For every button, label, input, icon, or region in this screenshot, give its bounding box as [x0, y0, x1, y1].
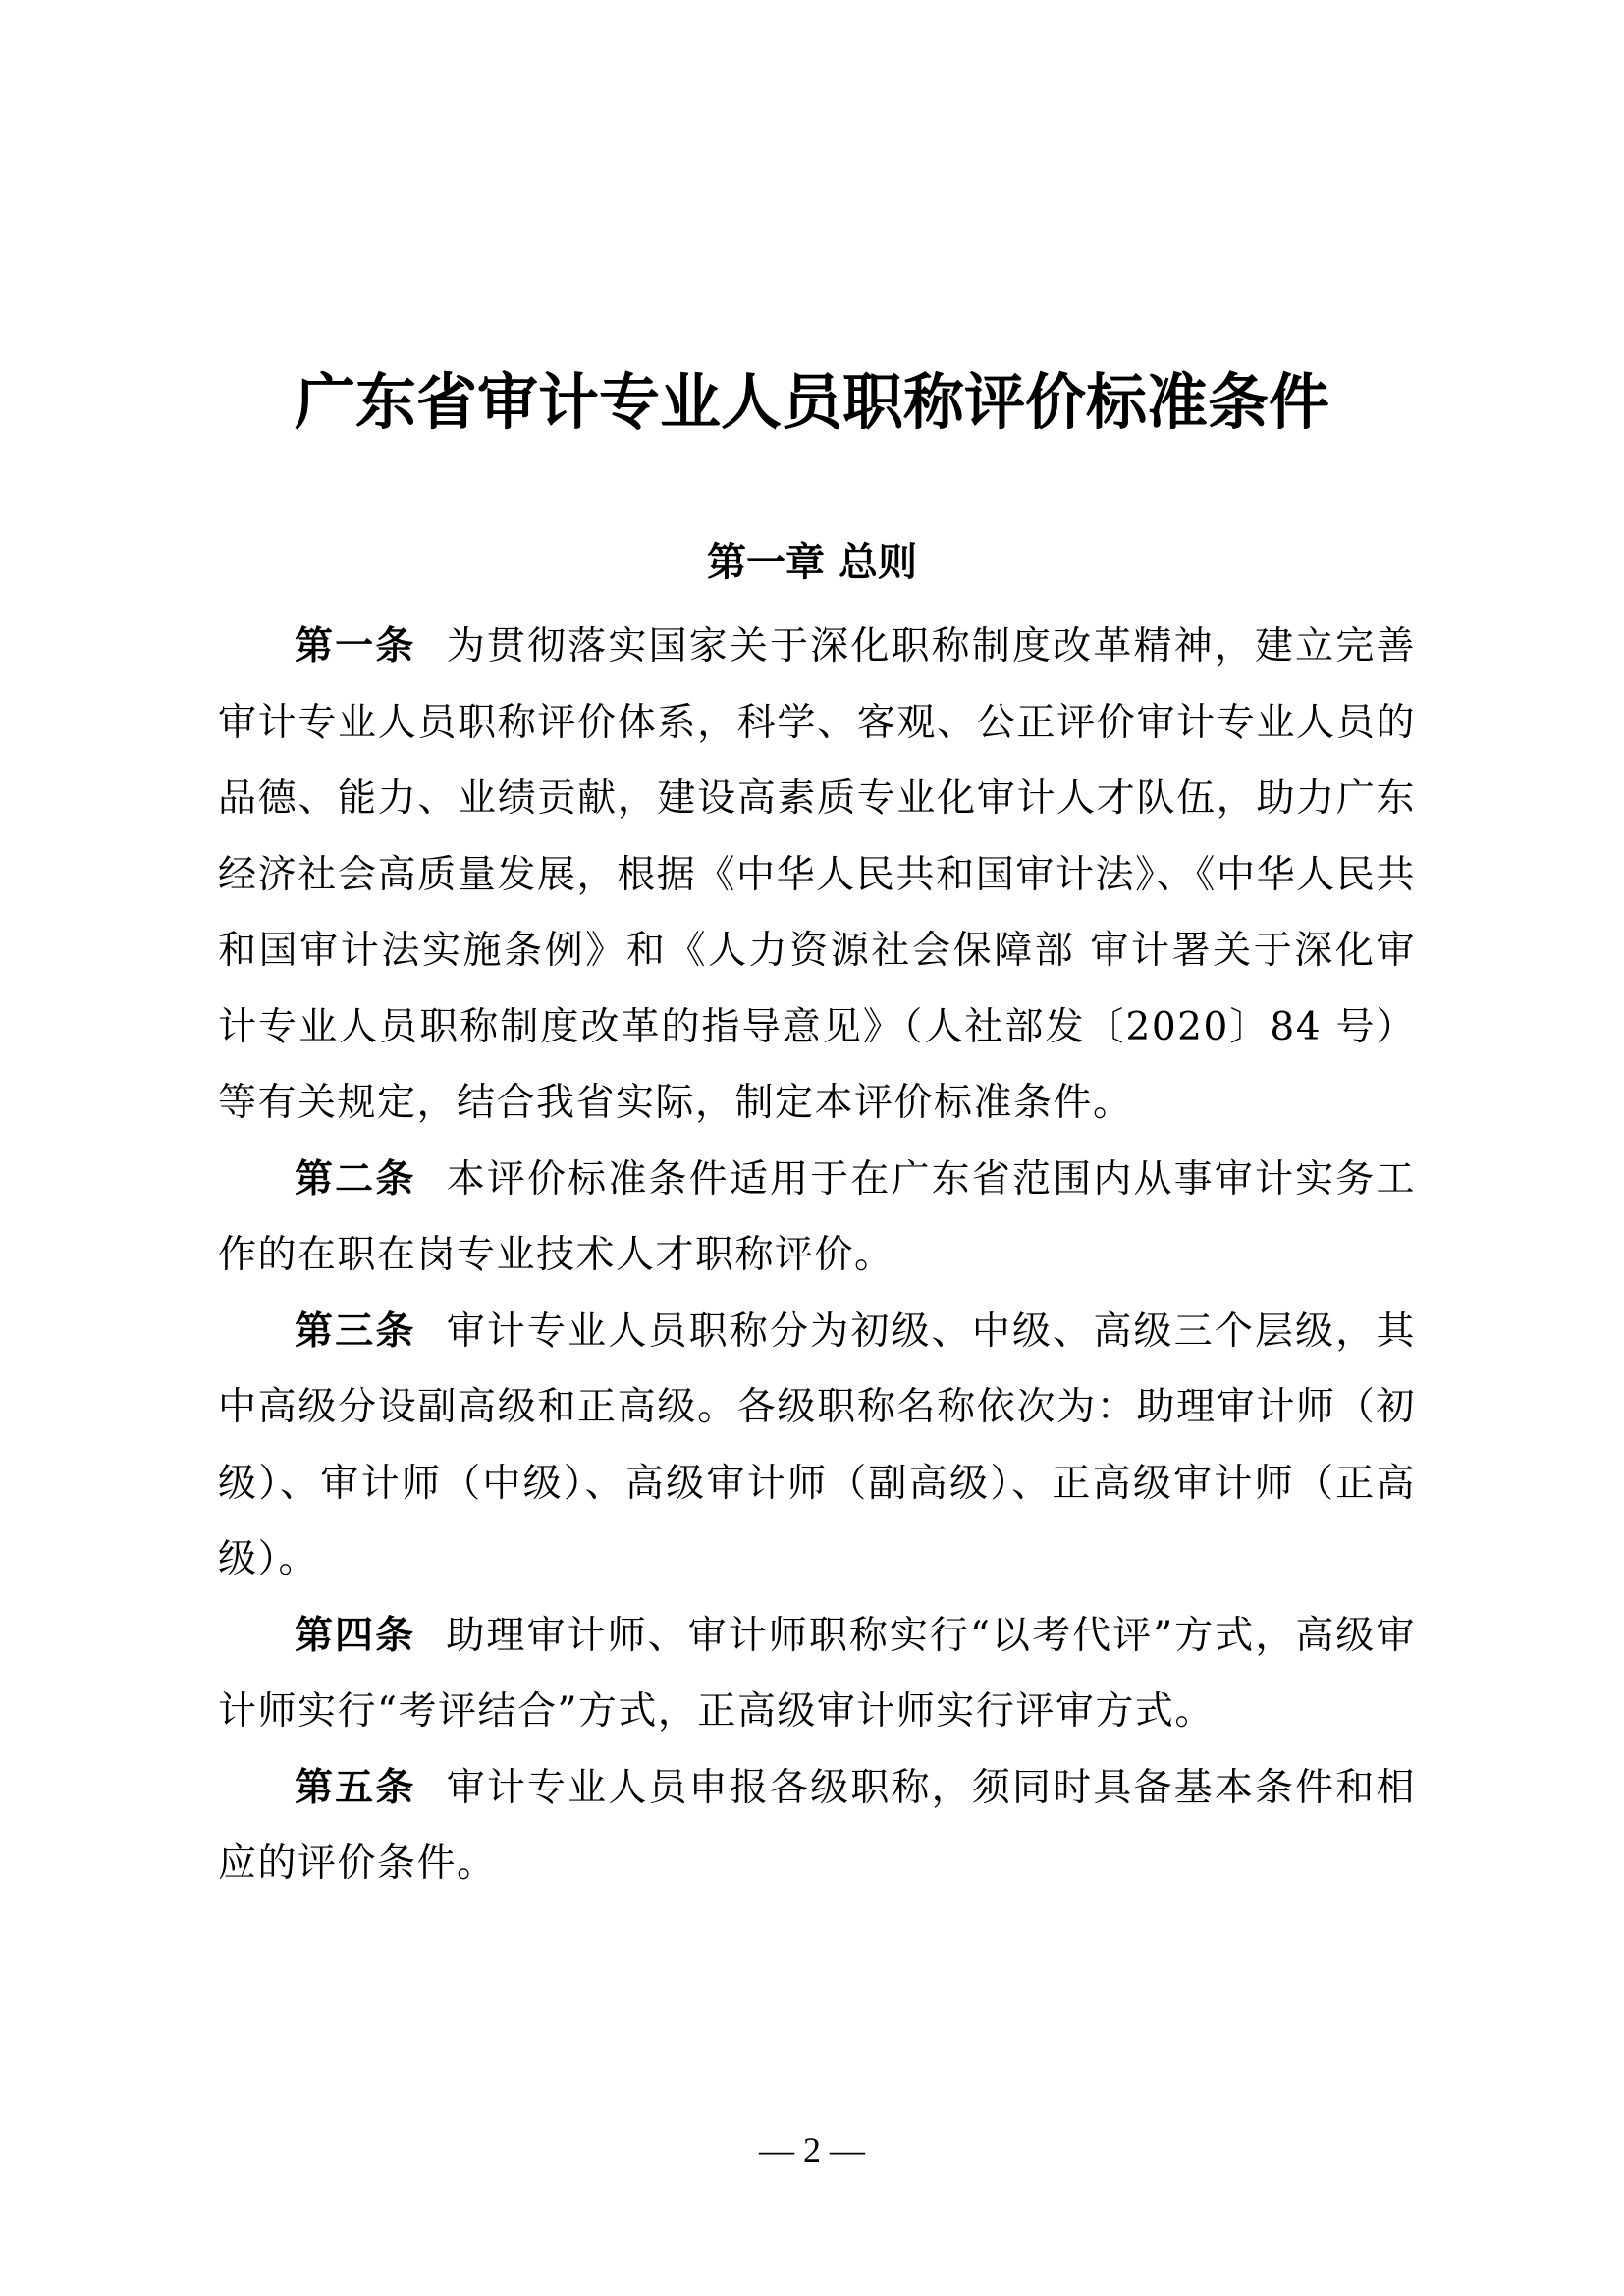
article-text: 本评价标准条件适用于在广东省范围内从事审计实务工作的在职在岗专业技术人才职称评价。	[218, 1156, 1416, 1277]
chapter-heading: 第一章 总则	[707, 540, 917, 585]
article-label: 第四条	[295, 1613, 416, 1658]
article-text: 审计专业人员申报各级职称，须同时具备基本条件和相应的评价条件。	[218, 1765, 1416, 1886]
document-body	[218, 609, 1416, 1902]
article-4	[218, 1598, 1416, 1750]
article-3	[218, 1294, 1416, 1598]
article-5	[218, 1750, 1416, 1902]
page-number: — 2 —	[759, 2130, 865, 2169]
article-label: 第五条	[295, 1765, 416, 1810]
article-text: 审计专业人员职称分为初级、中级、高级三个层级，其中高级分设副高级和正高级。各级职称名称依次为：助理审计师（初级）、审计师（中级）、高级审计师（副高级）、正高级审计师（正高级）。	[218, 1308, 1416, 1581]
article-2	[218, 1142, 1416, 1294]
article-label: 第三条	[295, 1308, 416, 1354]
article-text: 助理审计师、审计师职称实行“以考代评”方式，高级审计师实行“考评结合”方式，正高级审计师实行评审方式。	[218, 1613, 1416, 1734]
article-1	[218, 609, 1416, 1142]
article-label: 第二条	[295, 1156, 416, 1201]
document-title: 广东省审计专业人员职称评价标准条件	[294, 366, 1329, 438]
article-text: 为贯彻落实国家关于深化职称制度改革精神，建立完善审计专业人员职称评价体系，科学、客观、公正评价审计专业人员的品德、能力、业绩贡献，建设高素质专业化审计人才队伍，助力广东经济社会高质量发展，根据《中华人民共和国审计法》、《中华人民共和国审计法实施条例》和《人力资源社会保障部 审计署关于深化审计专业人员职称制度改革的指导意见》（人社部发〔2020〕84 号）等有关规定，结合我省实际，制定本评价标准条件。	[218, 624, 1416, 1125]
article-label: 第一条	[295, 624, 416, 668]
